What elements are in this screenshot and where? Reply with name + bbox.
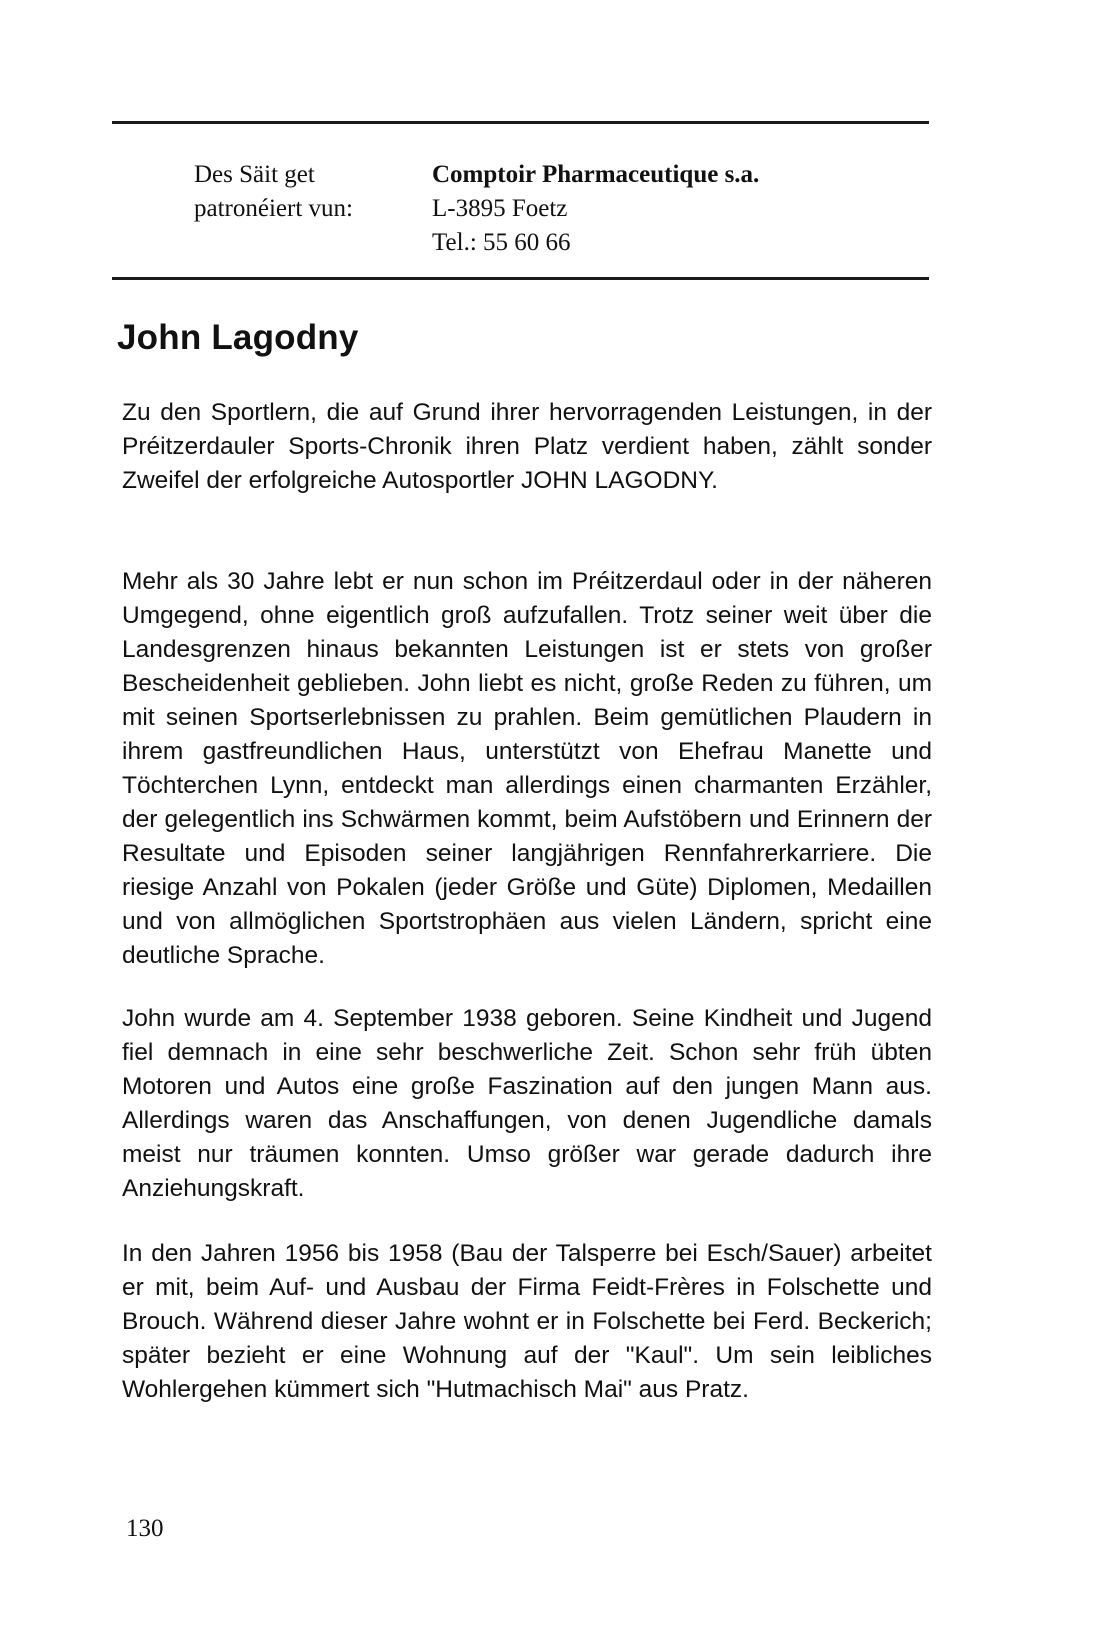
sponsor-label	[194, 158, 353, 226]
article-paragraph: In den Jahren 1956 bis 1958 (Bau der Talsperre bei Esch/Sauer) arbeitet er mit, beim Auf- und Ausbau der Firma Feidt-Frères in Folschette und Brouch. Während dieser Jahre wohnt er in Folschette bei Ferd. Beckerich; später bezieht er eine Wohnung auf der "Kaul". Um sein leibliches Wohlergehen kümmert sich "Hutmachisch Mai" aus Pratz.	[122, 1240, 932, 1403]
article-paragraph: Zu den Sportlern, die auf Grund ihrer hervorragenden Leistungen, in der Préitzerdauler Sports-Chronik ihren Platz verdient haben, zählt sonder Zweifel der erfolgreiche Autosportler JOHN LAGODNY.	[122, 399, 932, 494]
article-paragraph: Mehr als 30 Jahre lebt er nun schon im Préitzerdaul oder in der näheren Umgegend, ohne eigentlich groß aufzufallen. Trotz seiner weit über die Landesgrenzen hinaus bekannten Leistungen ist er stets von großer Bescheidenheit geblieben. John liebt es nicht, große Reden zu führen, um mit seinen Sportserlebnissen zu prahlen. Beim gemütlichen Plaudern in ihrem gastfreundlichen Haus, unterstützt von Ehefrau Manette und Töchterchen Lynn, entdeckt man allerdings einen charmanten Erzähler, der gelegentlich ins Schwärmen kommt, beim Aufstöbern und Erinnern der Resultate und Episoden seiner langjährigen Rennfahrerkarriere. Die riesige Anzahl von Pokalen (jeder Größe und Güte) Diplomen, Medaillen und von allmöglichen Sportstrophäen aus vielen Ländern, spricht eine deutliche Sprache.	[122, 568, 932, 969]
top-divider-rule	[112, 121, 929, 124]
article-paragraph: John wurde am 4. September 1938 geboren. Seine Kindheit und Jugend fiel demnach in eine sehr beschwerliche Zeit. Schon sehr früh übten Motoren und Autos eine große Faszination auf den jungen Mann aus. Allerdings waren das Anschaffungen, von denen Jugendliche damals meist nur träumen konnten. Umso größer war gerade dadurch ihre Anziehungskraft.	[122, 1005, 932, 1202]
article-title: John Lagodny	[117, 318, 359, 357]
sponsor-info	[432, 158, 759, 260]
bottom-divider-rule	[112, 277, 929, 280]
sponsor-company: Comptoir Pharmaceutique s.a.	[432, 161, 760, 188]
sponsor-label-line: patronéiert vun:	[194, 195, 353, 222]
sponsor-phone: Tel.: 55 60 66	[432, 229, 571, 256]
page-number: 130	[126, 1515, 164, 1542]
sponsor-label-line: Des Säit get	[194, 161, 315, 188]
sponsor-address: L-3895 Foetz	[432, 195, 568, 222]
